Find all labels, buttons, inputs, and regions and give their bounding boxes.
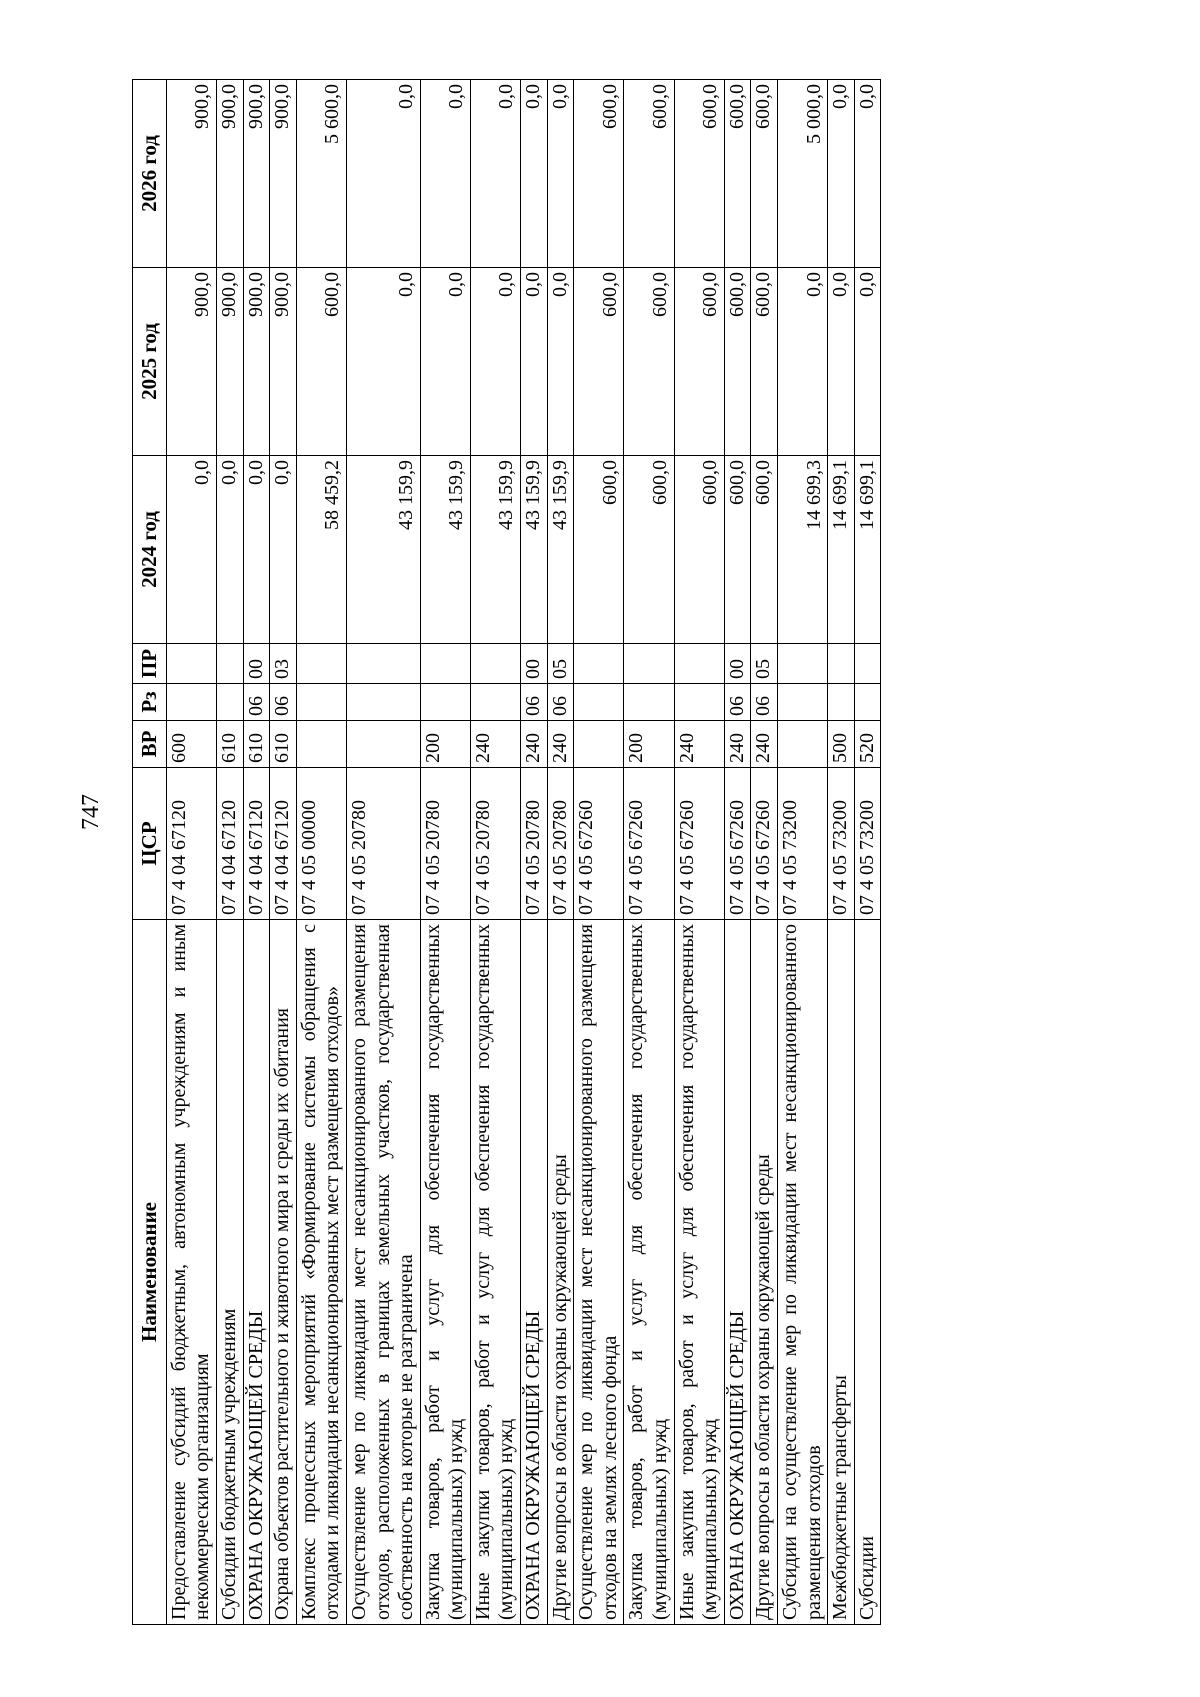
cell-vr: 520 xyxy=(854,721,881,768)
table-row xyxy=(470,80,520,1625)
cell-name: ОХРАНА ОКРУЖАЮЩЕЙ СРЕДЫ xyxy=(243,920,270,1625)
cell-name: ОХРАНА ОКРУЖАЮЩЕЙ СРЕДЫ xyxy=(724,920,751,1625)
cell-rz xyxy=(166,684,216,721)
cell-pr: 00 xyxy=(243,644,270,684)
cell-pr xyxy=(674,644,724,684)
cell-vr: 240 xyxy=(724,721,751,768)
cell-2025: 600,0 xyxy=(296,268,346,456)
cell-vr: 200 xyxy=(624,721,674,768)
cell-name: Комплекс процессных мероприятий «Формирование системы обращения с отходами и ликвидация несанкционированных мест размещения отходов» xyxy=(296,920,346,1625)
cell-rz: 06 xyxy=(243,684,270,721)
cell-2024: 14 699,1 xyxy=(828,456,855,644)
cell-rz: 06 xyxy=(521,684,548,721)
header-vr: ВР xyxy=(133,721,167,768)
cell-2025: 600,0 xyxy=(574,268,624,456)
cell-2026: 600,0 xyxy=(751,80,778,268)
cell-name: Другие вопросы в области охраны окружающей среды xyxy=(547,920,574,1625)
cell-2026: 600,0 xyxy=(624,80,674,268)
table-row xyxy=(270,80,297,1625)
page-number: 747 xyxy=(78,794,104,830)
cell-csr: 07 4 04 67120 xyxy=(166,768,216,920)
cell-2025: 0,0 xyxy=(346,268,420,456)
cell-rz xyxy=(346,684,420,721)
cell-2025: 900,0 xyxy=(243,268,270,456)
table-row xyxy=(724,80,751,1625)
cell-csr: 07 4 05 73200 xyxy=(828,768,855,920)
cell-csr: 07 4 05 67260 xyxy=(724,768,751,920)
cell-pr: 00 xyxy=(521,644,548,684)
cell-2025: 0,0 xyxy=(547,268,574,456)
cell-2026: 5 600,0 xyxy=(296,80,346,268)
cell-2024: 600,0 xyxy=(624,456,674,644)
cell-pr xyxy=(346,644,420,684)
cell-pr xyxy=(470,644,520,684)
table-row xyxy=(828,80,855,1625)
cell-vr: 200 xyxy=(420,721,470,768)
cell-name: Субсидии xyxy=(854,920,881,1625)
table-row xyxy=(296,80,346,1625)
table-row xyxy=(624,80,674,1625)
cell-name: Иные закупки товаров, работ и услуг для обеспечения государственных (муниципальных) нужд xyxy=(674,920,724,1625)
cell-name: Другие вопросы в области охраны окружающей среды xyxy=(751,920,778,1625)
cell-2024: 600,0 xyxy=(674,456,724,644)
cell-2026: 900,0 xyxy=(270,80,297,268)
cell-2024: 600,0 xyxy=(751,456,778,644)
table-row xyxy=(547,80,574,1625)
cell-csr: 07 4 05 20780 xyxy=(346,768,420,920)
cell-2025: 600,0 xyxy=(674,268,724,456)
cell-pr xyxy=(624,644,674,684)
cell-2024: 43 159,9 xyxy=(346,456,420,644)
cell-csr: 07 4 05 67260 xyxy=(624,768,674,920)
cell-name: Закупка товаров, работ и услуг для обеспечения государственных (муниципальных) нужд xyxy=(420,920,470,1625)
header-2026: 2026 год xyxy=(133,80,167,268)
cell-2025: 900,0 xyxy=(270,268,297,456)
header-2024: 2024 год xyxy=(133,456,167,644)
cell-vr: 240 xyxy=(470,721,520,768)
cell-csr: 07 4 05 20780 xyxy=(420,768,470,920)
cell-name: Предоставление субсидий бюджетным, автономным учреждениям и иным некоммерческим организациям xyxy=(166,920,216,1625)
cell-name: Субсидии бюджетным учреждениям xyxy=(216,920,243,1625)
cell-vr: 240 xyxy=(521,721,548,768)
cell-2024: 43 159,9 xyxy=(470,456,520,644)
cell-2026: 0,0 xyxy=(854,80,881,268)
cell-2025: 900,0 xyxy=(216,268,243,456)
cell-csr: 07 4 05 67260 xyxy=(574,768,624,920)
cell-2026: 900,0 xyxy=(243,80,270,268)
table-row xyxy=(521,80,548,1625)
cell-2024: 0,0 xyxy=(166,456,216,644)
cell-csr: 07 4 05 00000 xyxy=(296,768,346,920)
cell-2025: 0,0 xyxy=(470,268,520,456)
cell-name: Закупка товаров, работ и услуг для обеспечения государственных (муниципальных) нужд xyxy=(624,920,674,1625)
cell-2026: 900,0 xyxy=(216,80,243,268)
cell-2024: 43 159,9 xyxy=(521,456,548,644)
cell-rz xyxy=(778,684,828,721)
budget-table-container xyxy=(132,80,881,1625)
cell-csr: 07 4 04 67120 xyxy=(270,768,297,920)
table-row xyxy=(420,80,470,1625)
cell-2026: 5 000,0 xyxy=(778,80,828,268)
table-row xyxy=(574,80,624,1625)
cell-2024: 600,0 xyxy=(724,456,751,644)
cell-2024: 0,0 xyxy=(216,456,243,644)
header-rz: Рз xyxy=(133,684,167,721)
cell-rz xyxy=(674,684,724,721)
cell-pr xyxy=(216,644,243,684)
cell-2024: 0,0 xyxy=(243,456,270,644)
cell-2026: 0,0 xyxy=(547,80,574,268)
cell-vr xyxy=(778,721,828,768)
header-pr: ПР xyxy=(133,644,167,684)
cell-pr: 05 xyxy=(547,644,574,684)
cell-2024: 14 699,1 xyxy=(854,456,881,644)
cell-rz xyxy=(624,684,674,721)
table-row xyxy=(216,80,243,1625)
table-row xyxy=(751,80,778,1625)
table-row xyxy=(166,80,216,1625)
cell-vr: 610 xyxy=(243,721,270,768)
cell-2024: 43 159,9 xyxy=(420,456,470,644)
cell-2025: 0,0 xyxy=(828,268,855,456)
cell-2026: 0,0 xyxy=(470,80,520,268)
cell-rz: 06 xyxy=(270,684,297,721)
cell-2026: 0,0 xyxy=(521,80,548,268)
header-csr: ЦСР xyxy=(133,768,167,920)
cell-rz xyxy=(296,684,346,721)
cell-2025: 600,0 xyxy=(624,268,674,456)
cell-2025: 0,0 xyxy=(778,268,828,456)
cell-2026: 600,0 xyxy=(674,80,724,268)
cell-pr xyxy=(296,644,346,684)
cell-2024: 600,0 xyxy=(574,456,624,644)
cell-rz xyxy=(828,684,855,721)
table-row xyxy=(346,80,420,1625)
cell-2026: 0,0 xyxy=(420,80,470,268)
cell-name: Межбюджетные трансферты xyxy=(828,920,855,1625)
cell-2026: 600,0 xyxy=(574,80,624,268)
header-name: Наименование xyxy=(133,920,167,1625)
cell-2026: 600,0 xyxy=(724,80,751,268)
cell-2025: 0,0 xyxy=(854,268,881,456)
cell-rz xyxy=(216,684,243,721)
cell-csr: 07 4 04 67120 xyxy=(243,768,270,920)
cell-vr: 610 xyxy=(270,721,297,768)
cell-csr: 07 4 05 20780 xyxy=(470,768,520,920)
cell-csr: 07 4 05 20780 xyxy=(547,768,574,920)
cell-2024: 0,0 xyxy=(270,456,297,644)
cell-rz: 06 xyxy=(751,684,778,721)
cell-csr: 07 4 04 67120 xyxy=(216,768,243,920)
cell-csr: 07 4 05 73200 xyxy=(778,768,828,920)
cell-vr xyxy=(296,721,346,768)
cell-pr: 05 xyxy=(751,644,778,684)
cell-vr xyxy=(346,721,420,768)
cell-pr: 00 xyxy=(724,644,751,684)
cell-pr: 03 xyxy=(270,644,297,684)
cell-vr: 610 xyxy=(216,721,243,768)
header-2025: 2025 год xyxy=(133,268,167,456)
table-row xyxy=(854,80,881,1625)
cell-vr: 240 xyxy=(547,721,574,768)
cell-name: Субсидии на осуществление мер по ликвидации мест несанкционированного размещения отходов xyxy=(778,920,828,1625)
cell-rz xyxy=(420,684,470,721)
cell-rz: 06 xyxy=(724,684,751,721)
cell-2025: 0,0 xyxy=(420,268,470,456)
cell-rz: 06 xyxy=(547,684,574,721)
cell-csr: 07 4 05 20780 xyxy=(521,768,548,920)
cell-vr: 240 xyxy=(751,721,778,768)
cell-vr: 240 xyxy=(674,721,724,768)
cell-rz xyxy=(854,684,881,721)
cell-pr xyxy=(828,644,855,684)
cell-2025: 600,0 xyxy=(724,268,751,456)
cell-2025: 0,0 xyxy=(521,268,548,456)
cell-2026: 0,0 xyxy=(346,80,420,268)
cell-2025: 600,0 xyxy=(751,268,778,456)
table-row xyxy=(243,80,270,1625)
cell-csr: 07 4 05 73200 xyxy=(854,768,881,920)
table-row xyxy=(778,80,828,1625)
cell-name: Осуществление мер по ликвидации мест несанкционированного размещения отходов, расположенных в границах земельных участков, государственная собственность на которые не разграничена xyxy=(346,920,420,1625)
cell-2026: 900,0 xyxy=(166,80,216,268)
cell-pr xyxy=(854,644,881,684)
cell-rz xyxy=(574,684,624,721)
table-header-row xyxy=(133,80,167,1625)
cell-2026: 0,0 xyxy=(828,80,855,268)
cell-pr xyxy=(166,644,216,684)
cell-2024: 14 699,3 xyxy=(778,456,828,644)
cell-vr: 600 xyxy=(166,721,216,768)
cell-name: Иные закупки товаров, работ и услуг для обеспечения государственных (муниципальных) нужд xyxy=(470,920,520,1625)
cell-2024: 43 159,9 xyxy=(547,456,574,644)
budget-table xyxy=(132,79,881,1625)
cell-name: Осуществление мер по ликвидации мест несанкционированного размещения отходов на землях лесного фонда xyxy=(574,920,624,1625)
cell-pr xyxy=(420,644,470,684)
cell-2025: 900,0 xyxy=(166,268,216,456)
cell-name: ОХРАНА ОКРУЖАЮЩЕЙ СРЕДЫ xyxy=(521,920,548,1625)
table-row xyxy=(674,80,724,1625)
cell-vr: 500 xyxy=(828,721,855,768)
cell-pr xyxy=(778,644,828,684)
cell-2024: 58 459,2 xyxy=(296,456,346,644)
cell-rz xyxy=(470,684,520,721)
cell-csr: 07 4 05 67260 xyxy=(674,768,724,920)
cell-vr xyxy=(574,721,624,768)
cell-pr xyxy=(574,644,624,684)
cell-csr: 07 4 05 67260 xyxy=(751,768,778,920)
cell-name: Охрана объектов растительного и животного мира и среды их обитания xyxy=(270,920,297,1625)
